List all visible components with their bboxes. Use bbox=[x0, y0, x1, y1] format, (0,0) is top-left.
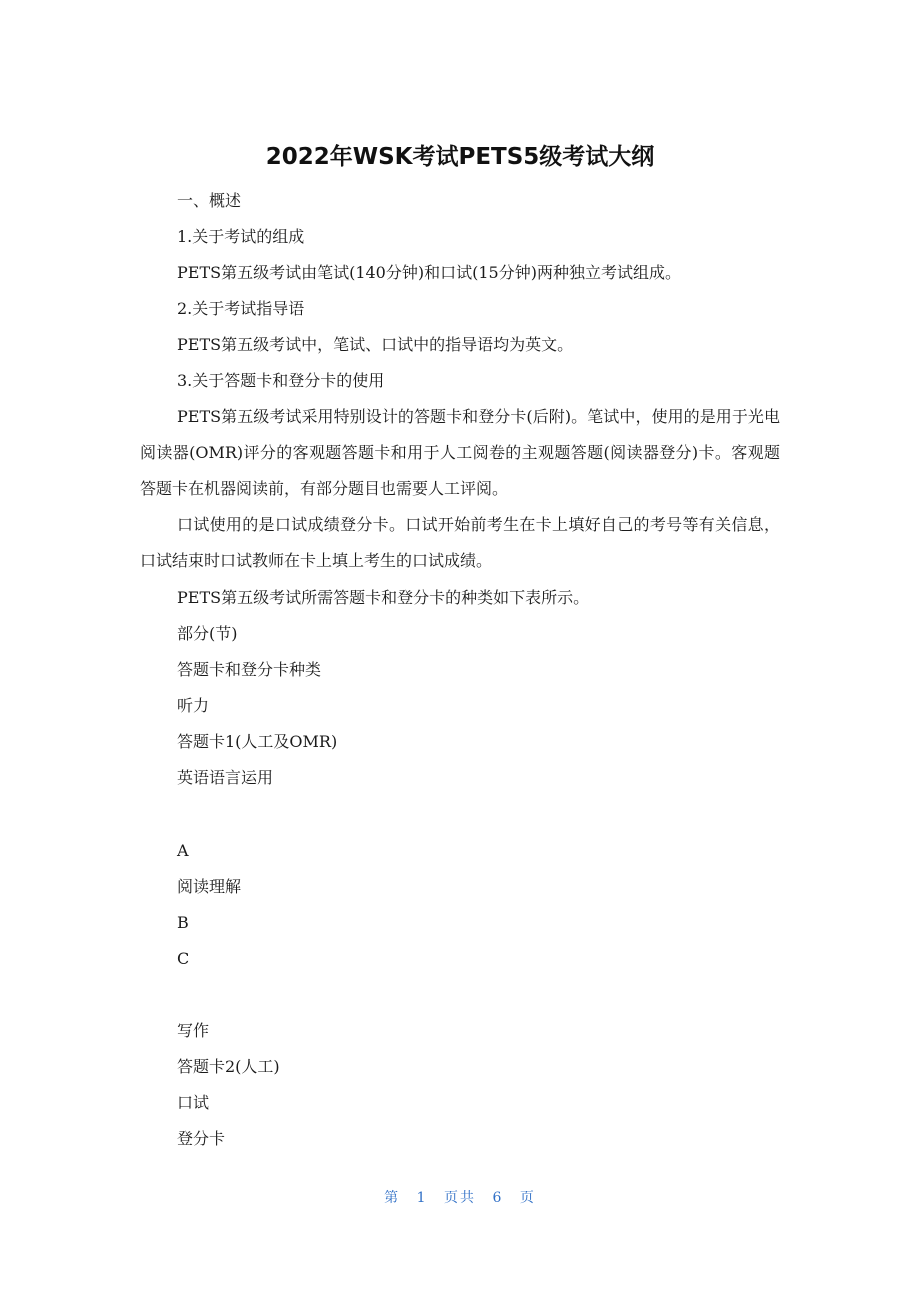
footer-page-word: 第 bbox=[384, 1190, 401, 1206]
table-cell-b: B bbox=[177, 913, 189, 932]
table-cell-part-header: 部分(节) bbox=[177, 624, 238, 643]
paragraph-answer-cards: PETS第五级考试采用特别设计的答题卡和登分卡(后附)。笔试中，使用的是用于光电阅读器(OMR)评分的客观题答题卡和用于人工阅卷的主观题答题(阅读器登分)卡。客观题答题卡在机器阅读前，有部分题目也需要人工评阅。 bbox=[140, 407, 780, 498]
table-cell-score-card: 登分卡 bbox=[177, 1129, 226, 1148]
paragraph-instructions: PETS第五级考试中，笔试、口试中的指导语均为英文。 bbox=[177, 335, 574, 354]
table-cell-use-of-english: 英语语言运用 bbox=[177, 768, 274, 787]
table-cell-writing: 写作 bbox=[177, 1021, 210, 1040]
paragraph-oral-card: 口试使用的是口试成绩登分卡。口试开始前考生在卡上填好自己的考号等有关信息，口试结束时口试教师在卡上填上考生的口试成绩。 bbox=[140, 515, 780, 570]
table-cell-card-header: 答题卡和登分卡种类 bbox=[177, 660, 322, 679]
paragraph-card-types: PETS第五级考试所需答题卡和登分卡的种类如下表所示。 bbox=[177, 588, 590, 607]
document-title: 2022年WSK考试PETS5级考试大纲 bbox=[265, 144, 655, 170]
section-heading-overview: 一、概述 bbox=[177, 191, 242, 210]
paragraph-composition: PETS第五级考试由笔试(140分钟)和口试(15分钟)两种独立考试组成。 bbox=[177, 263, 681, 282]
page-footer bbox=[0, 1186, 920, 1210]
table-cell-c: C bbox=[177, 949, 190, 968]
table-cell-a: A bbox=[177, 841, 189, 860]
footer-page-number: 1 bbox=[416, 1190, 428, 1206]
table-cell-card2: 答题卡2(人工) bbox=[177, 1057, 280, 1076]
subheading-composition: 1.关于考试的组成 bbox=[177, 227, 305, 246]
table-cell-listening: 听力 bbox=[177, 696, 210, 715]
footer-page-mid: 页共 bbox=[444, 1190, 476, 1206]
subheading-instructions: 2.关于考试指导语 bbox=[177, 299, 305, 318]
footer-total-pages: 6 bbox=[492, 1190, 504, 1206]
subheading-answer-cards: 3.关于答题卡和登分卡的使用 bbox=[177, 371, 385, 390]
table-cell-reading: 阅读理解 bbox=[177, 877, 242, 896]
table-cell-card1: 答题卡1(人工及OMR) bbox=[177, 732, 338, 751]
footer-page-end: 页 bbox=[519, 1190, 536, 1206]
table-cell-oral: 口试 bbox=[177, 1093, 210, 1112]
